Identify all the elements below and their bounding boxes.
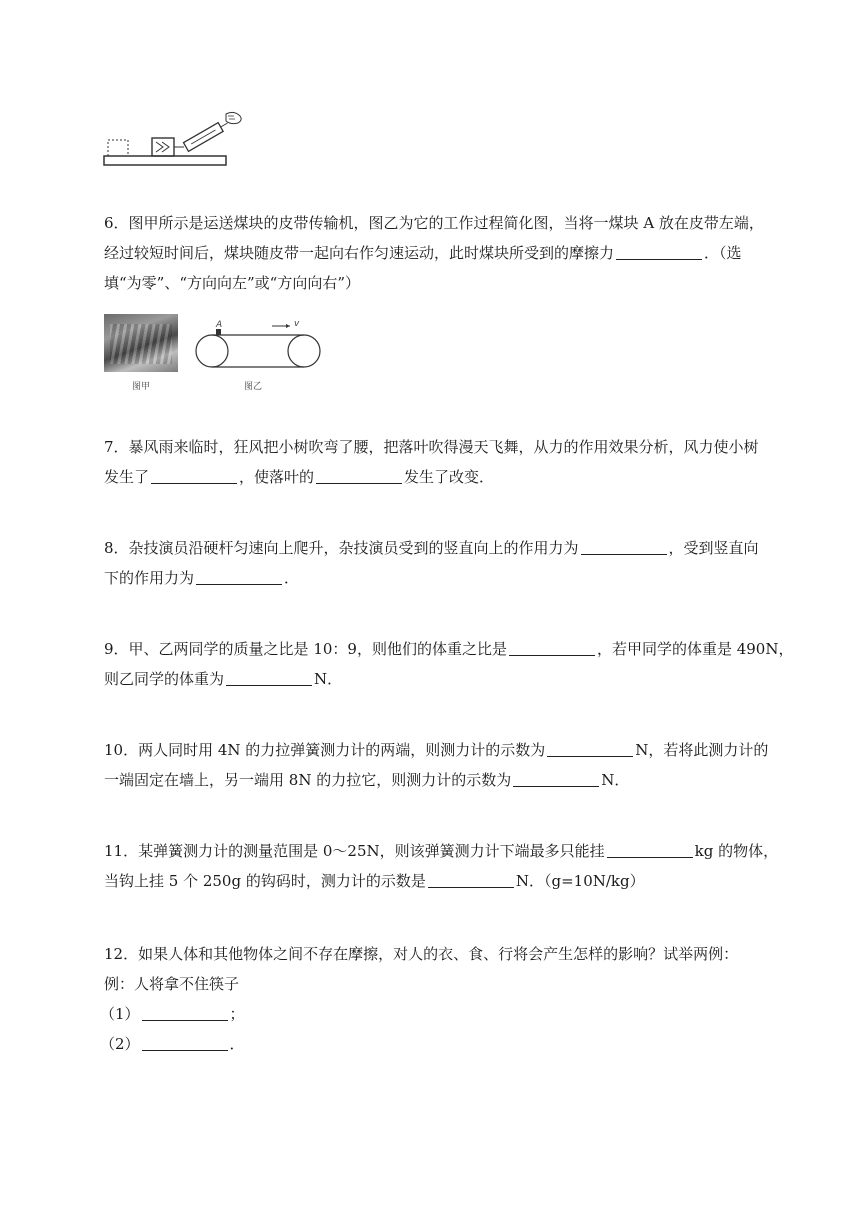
q11-answer-blank-1[interactable] (607, 839, 693, 858)
q11-line1b: kg 的物体， (694, 842, 779, 860)
question-11 (104, 836, 779, 896)
q7-answer-blank-2[interactable] (316, 465, 402, 484)
conveyor-diagram (194, 318, 324, 378)
spring-scale-diagram (100, 104, 250, 168)
question-7 (104, 432, 764, 492)
q10-answer-blank-1[interactable] (547, 738, 633, 757)
q6-answer-blank[interactable] (616, 241, 702, 260)
q6-line2b: ．（选 (704, 244, 742, 262)
fig-block-label: A (216, 320, 223, 330)
q8-line1a: 8．杂技演员沿硬杆匀速向上爬升，杂技演员受到的竖直向上的作用力为 (104, 539, 579, 557)
q10-line2a: 一端固定在墙上，另一端用 8N 的力拉它，则测力计的示数为 (104, 771, 512, 789)
q12-answer-blank-1[interactable] (142, 1002, 228, 1021)
q9-answer-blank-1[interactable] (509, 637, 595, 656)
fig-yi-label: 图乙 (244, 382, 263, 392)
q9-line2b: N． (314, 670, 343, 688)
q12-example: 例：人将拿不住筷子 (104, 975, 240, 993)
q8-answer-blank-2[interactable] (196, 566, 282, 585)
q7-line2c: 发生了改变． (404, 468, 495, 486)
question-10 (104, 735, 769, 795)
spring-scale-figure (100, 104, 250, 168)
q6-line1: 6．图甲所示是运送煤块的皮带传输机，图乙为它的工作过程简化图，当将一煤块 A 放在皮带左端， (104, 214, 764, 232)
q10-line2b: N． (601, 771, 630, 789)
q11-line2a: 当钩上挂 5 个 250g 的钩码时，测力计的示数是 (104, 872, 426, 890)
q8-line2a: 下的作用力为 (104, 569, 195, 587)
question-12 (100, 939, 764, 1059)
q12-item1-prefix: （1） (100, 1005, 140, 1023)
q10-line1a: 10．两人同时用 4N 的力拉弹簧测力计的两端，则测力计的示数为 (104, 741, 546, 759)
question-8 (104, 533, 764, 593)
q12-item2-suffix: ． (229, 1035, 245, 1053)
fig-jia-label: 图甲 (132, 382, 151, 392)
q12-answer-blank-2[interactable] (142, 1032, 228, 1051)
q9-line1a: 9．甲、乙两同学的质量之比是 10：9，则他们的体重之比是 (104, 640, 507, 658)
q7-line1: 7．暴风雨来临时，狂风把小树吹弯了腰，把落叶吹得漫天飞舞，从力的作用效果分析，风力使小树 (104, 438, 759, 456)
q12-item2-prefix: （2） (100, 1035, 140, 1053)
q9-answer-blank-2[interactable] (226, 667, 312, 686)
q10-answer-blank-2[interactable] (513, 768, 599, 787)
conveyor-photo (104, 314, 178, 372)
q10-line1b: N，若将此测力计的 (635, 741, 769, 759)
q7-answer-blank-1[interactable] (151, 465, 237, 484)
question-9 (104, 634, 794, 694)
q11-answer-blank-2[interactable] (428, 869, 514, 888)
q8-line2b: ． (284, 569, 300, 587)
question-6 (104, 208, 764, 298)
fig-velocity-label: v (294, 319, 300, 329)
conveyor-figure (104, 314, 334, 394)
q7-line2b: ，使落叶的 (239, 468, 315, 486)
q7-line2a: 发生了 (104, 468, 150, 486)
q12-line1: 12．如果人体和其他物体之间不存在摩擦，对人的衣、食、行将会产生怎样的影响？试举两例： (104, 945, 739, 963)
q6-line3: 填“为零”、“方向向左”或“方向向右”） (104, 274, 361, 292)
q11-line1a: 11．某弹簧测力计的测量范围是 0～25N，则该弹簧测力计下端最多只能挂 (104, 842, 605, 860)
q9-line2a: 则乙同学的体重为 (104, 670, 225, 688)
q8-answer-blank-1[interactable] (581, 536, 667, 555)
q12-item1-suffix: ； (229, 1005, 245, 1023)
q6-line2a: 经过较短时间后，煤块随皮带一起向右作匀速运动，此时煤块所受到的摩擦力 (104, 244, 615, 262)
q9-line1b: ，若甲同学的体重是 490N， (596, 640, 794, 658)
q11-line2b: N．（g=10N/kg） (515, 872, 645, 890)
q8-line1b: ，受到竖直向 (668, 539, 759, 557)
